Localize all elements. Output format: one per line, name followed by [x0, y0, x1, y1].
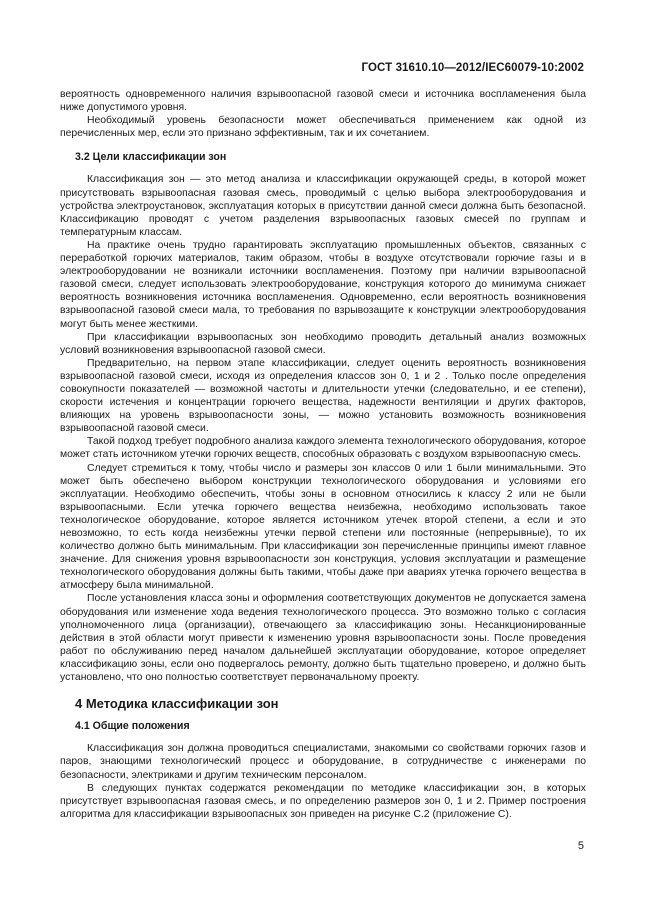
paragraph-3-2-3: При классификации взрывоопасных зон необходимо проводить детальный анализ возможных условий возникновения взрывоопасной газовой смеси. — [60, 331, 586, 356]
paragraph-4-1-1: Классификация зон должна проводиться специалистами, знакомыми со свойствами горючих газов и паров, знающими технологический процесс и оборудование, в сотрудничестве с инженерами по безопасности, электриками и другим техническим персоналом. — [60, 743, 586, 781]
paragraph-3-2-4: Предварительно, на первом этапе классификации, следует оценить вероятность возникновения взрывоопасной газовой смеси, исходя из определения классов зон 0, 1 и 2 . Только после определения совокупности показателей — возможной частоты и длительности утечки (следовательно, и ее степени), скорости истечения и концентрации горючего вещества, надежности вентиляции и других факторов, влияющих на уровень взрывоопасности зоны, — можно установить возможность возникновения взрывоопасной газовой смеси. — [60, 357, 586, 435]
paragraph-4-1-2: В следующих пунктах содержатся рекомендации по методике классификации зон, в которых присутствует взрывоопасная газовая смесь, и по определению размеров зон 0, 1 и 2. Пример построения алгоритма для классификации взрывоопасных зон приведен на рисунке С.2 (приложение С). — [60, 782, 586, 820]
paragraph-3-2-6: Следует стремиться к тому, чтобы число и размеры зон классов 0 или 1 были минимальными. Это может быть обеспечено выбором конструкции технологического оборудования и условиями его эксплуатации. Необходимо обеспечить, чтобы зоны в основном относились к классу 2 или не были взрывоопасными. Если утечка горючего вещества неизбежна, необходимо использовать такое технологическое оборудование, которое является источником утечек второй степени, а если и это невозможно, то есть когда неизбежны утечки первой степени или постоянные (непрерывные), то их количество должно быть минимальным. При классификации зон перечисленные принципы имеют главное значение. Для снижения уровня взрывоопасности зон конструкция, условия эксплуатации и размещение технологического оборудования должны быть такими, чтобы даже при авариях утечка горючего вещества в атмосферу была минимальной. — [60, 462, 586, 592]
section-4-heading: 4 Методика классификации зон — [75, 696, 279, 712]
paragraph-3-2-2: На практике очень трудно гарантировать эксплуатацию промышленных объектов, связанных с переработкой горючих материалов, таким образом, чтобы в воздухе отсутствовали горючие газы и в электрооборудовании не возникали источники воспламенения. Поэтому при наличии взрывоопасной газовой смеси, следует использовать электрооборудование, конструкция которого до минимума снижает вероятность возникновения источника воспламенения. Одновременно, если вероятность возникновения взрывоопасной газовой смеси мала, то требования по взрывозащите к конструкции электрооборудования могут быть менее жесткими. — [60, 239, 586, 330]
paragraph-3-2-5: Такой подход требует подробного анализа каждого элемента технологического оборудования, которое может стать источником утечки горючих веществ, способных образовать с воздухом взрывоопасную смесь. — [60, 436, 586, 461]
paragraph-3-2-7: После установления класса зоны и оформления соответствующих документов не допускается замена оборудования или изменение хода ведения технологического процесса. Это возможно только с согласия уполномоченного лица (организации), отвечающего за классификацию зоны. Несанкционированные действия в этой области могут привести к изменению уровня взрывоопасности зоны. После проведения работ по обслуживанию перед началом дальнейшей эксплуатации оборудование, которое определяет классификацию зоны, если оно подвергалось ремонту, должно быть тщательно проверено, и должно быть установлено, что оно полностью соответствует первоначальному проекту. — [60, 593, 586, 684]
paragraph-intro-2: Необходимый уровень безопасности может обеспечиваться применением как одной из перечисленных мер, если это признано эффективным, так и их сочетанием. — [60, 115, 586, 140]
standard-code-header: ГОСТ 31610.10—2012/IEC60079-10:2002 — [361, 62, 584, 74]
paragraph-3-2-1: Классификация зон — это метод анализа и классификации окружающей среды, в которой может присутствовать взрывоопасная газовая смесь, проводимый с целью выбора электрооборудования и устройства электроустановок, эксплуатация которых в присутствии данной смеси должна быть безопасной. Классификацию проводят с учетом разделения взрывоопасных газовых смесей по группам и температурным классам. — [60, 174, 586, 238]
page-number: 5 — [577, 840, 584, 852]
paragraph-intro-1: вероятность одновременного наличия взрывоопасной газовой смеси и источника воспламенения была ниже допустимого уровня. — [60, 89, 586, 114]
section-3-2-heading: 3.2 Цели классификации зон — [75, 151, 227, 164]
section-4-1-heading: 4.1 Общие положения — [75, 720, 190, 733]
document-body — [60, 88, 586, 821]
